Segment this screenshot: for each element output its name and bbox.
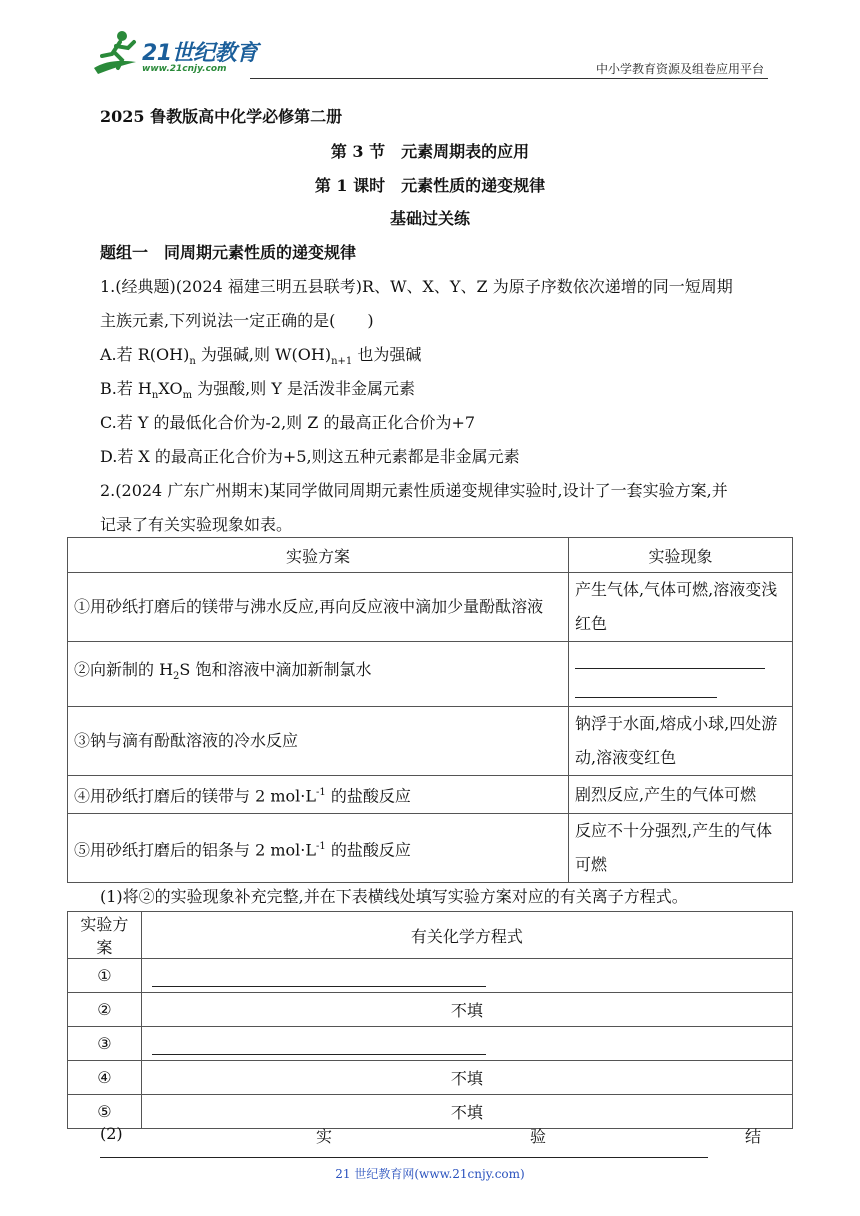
table-row [68, 959, 793, 993]
table-row [68, 814, 793, 883]
table-row [68, 707, 793, 776]
q2-sub2-part: 验 [530, 1127, 547, 1146]
table-row [68, 573, 793, 642]
answer-blank-line[interactable] [575, 677, 717, 698]
q1-stem-line1: 1.(经典题)(2024 福建三明五县联考)R、W、X、Y、Z 为原子序数依次递增的同一短周期 [100, 277, 733, 296]
q2-sub1: (1)将②的实验现象补充完整,并在下表横线处填写实验方案对应的有关离子方程式。 [100, 887, 688, 906]
practice-title: 基础过关练 [389, 209, 470, 228]
answer-blank-line[interactable] [152, 1032, 486, 1055]
equation-answer-cell[interactable] [141, 1027, 792, 1061]
phenomenon-cell: 剧烈反应,产生的气体可燃 [569, 776, 793, 814]
site-logo[interactable] [90, 28, 260, 78]
table-row [68, 642, 793, 707]
plan-cell: ②向新制的 $H_2S$ 饱和溶液中滴加新制氯水 [68, 642, 569, 707]
row-number: ③ [68, 1027, 142, 1061]
runner-icon [90, 28, 142, 76]
row-number: ④ [68, 1061, 142, 1095]
equation-answer-cell[interactable] [141, 959, 792, 993]
row-number: ② [68, 993, 142, 1027]
footer-link[interactable]: 21 世纪教育网(www.21cnjy.com) [335, 1167, 525, 1181]
phenomenon-cell: 产生气体,气体可燃,溶液变浅红色 [569, 573, 793, 642]
book-title: 2025 鲁教版高中化学必修第二册 [100, 107, 343, 126]
table-row [68, 993, 793, 1027]
phenomenon-cell: 钠浮于水面,熔成小球,四处游动,溶液变红色 [569, 707, 793, 776]
plan-cell: ①用砂纸打磨后的镁带与沸水反应,再向反应液中滴加少量酚酞溶液 [68, 573, 569, 642]
q2-stem-line2: 记录了有关实验现象如表。 [100, 515, 293, 534]
q1-option-d[interactable]: D.若 X 的最高正化合价为+5,则这五种元素都是非金属元素 [100, 447, 520, 466]
phenomenon-cell: 反应不十分强烈,产生的气体可燃 [569, 814, 793, 883]
row-number: ⑤ [68, 1095, 142, 1129]
equation-cell: 不填 [141, 1061, 792, 1095]
table-row [68, 1061, 793, 1095]
table-row [68, 776, 793, 814]
equation-cell: 不填 [141, 993, 792, 1027]
q2-sub2-part: 实 [316, 1127, 333, 1146]
table-row [68, 1095, 793, 1129]
page-header [90, 28, 768, 78]
header-divider [250, 78, 768, 79]
logo-text: 21世纪教育 [142, 41, 258, 66]
answer-blank-line[interactable] [575, 648, 765, 669]
plan-cell: ④用砂纸打磨后的镁带与 2 $mol\cdot L^{-1}$ 的盐酸反应 [68, 776, 569, 814]
answer-blank-line[interactable] [152, 964, 486, 987]
column-header: 有关化学方程式 [141, 912, 792, 959]
column-header: 实验方案 [68, 912, 142, 959]
table-row [68, 1027, 793, 1061]
table-header-row [68, 538, 793, 573]
section-title: 第 3 节 元素周期表的应用 [330, 142, 530, 161]
equation-cell: 不填 [141, 1095, 792, 1129]
q1-option-a[interactable]: A.若 $R(OH)_n$ 为强碱,则 $W(OH)_{n+1}$ 也为强碱 [100, 345, 422, 368]
logo-url: www.21cnjy.com [142, 64, 227, 74]
lesson-title: 第 1 课时 元素性质的递变规律 [314, 176, 546, 195]
equation-table [67, 911, 793, 1129]
column-header: 实验方案 [68, 538, 569, 573]
footer-divider [100, 1157, 708, 1158]
table-header-row [68, 912, 793, 959]
q1-option-b[interactable]: B.若 $H_nXO_m$ 为强酸,则 Y 是活泼非金属元素 [100, 379, 415, 402]
q2-sub2-part: 结 [745, 1127, 762, 1146]
row-number: ① [68, 959, 142, 993]
column-header: 实验现象 [569, 538, 793, 573]
plan-cell: ③钠与滴有酚酞溶液的冷水反应 [68, 707, 569, 776]
experiment-table [67, 537, 793, 883]
q2-sub2-part: (2) [100, 1124, 123, 1143]
phenomenon-answer-cell[interactable] [569, 642, 793, 707]
platform-tagline: 中小学教育资源及组卷应用平台 [595, 62, 764, 76]
q1-stem-line2: 主族元素,下列说法一定正确的是( ) [100, 311, 374, 330]
q1-option-c[interactable]: C.若 Y 的最低化合价为-2,则 Z 的最高正化合价为+7 [100, 413, 476, 432]
group-title: 题组一 同周期元素性质的递变规律 [100, 243, 357, 262]
plan-cell: ⑤用砂纸打磨后的铝条与 2 $mol\cdot L^{-1}$ 的盐酸反应 [68, 814, 569, 883]
q2-stem-line1: 2.(2024 广东广州期末)某同学做同周期元素性质递变规律实验时,设计了一套实验方案,并 [100, 481, 728, 500]
